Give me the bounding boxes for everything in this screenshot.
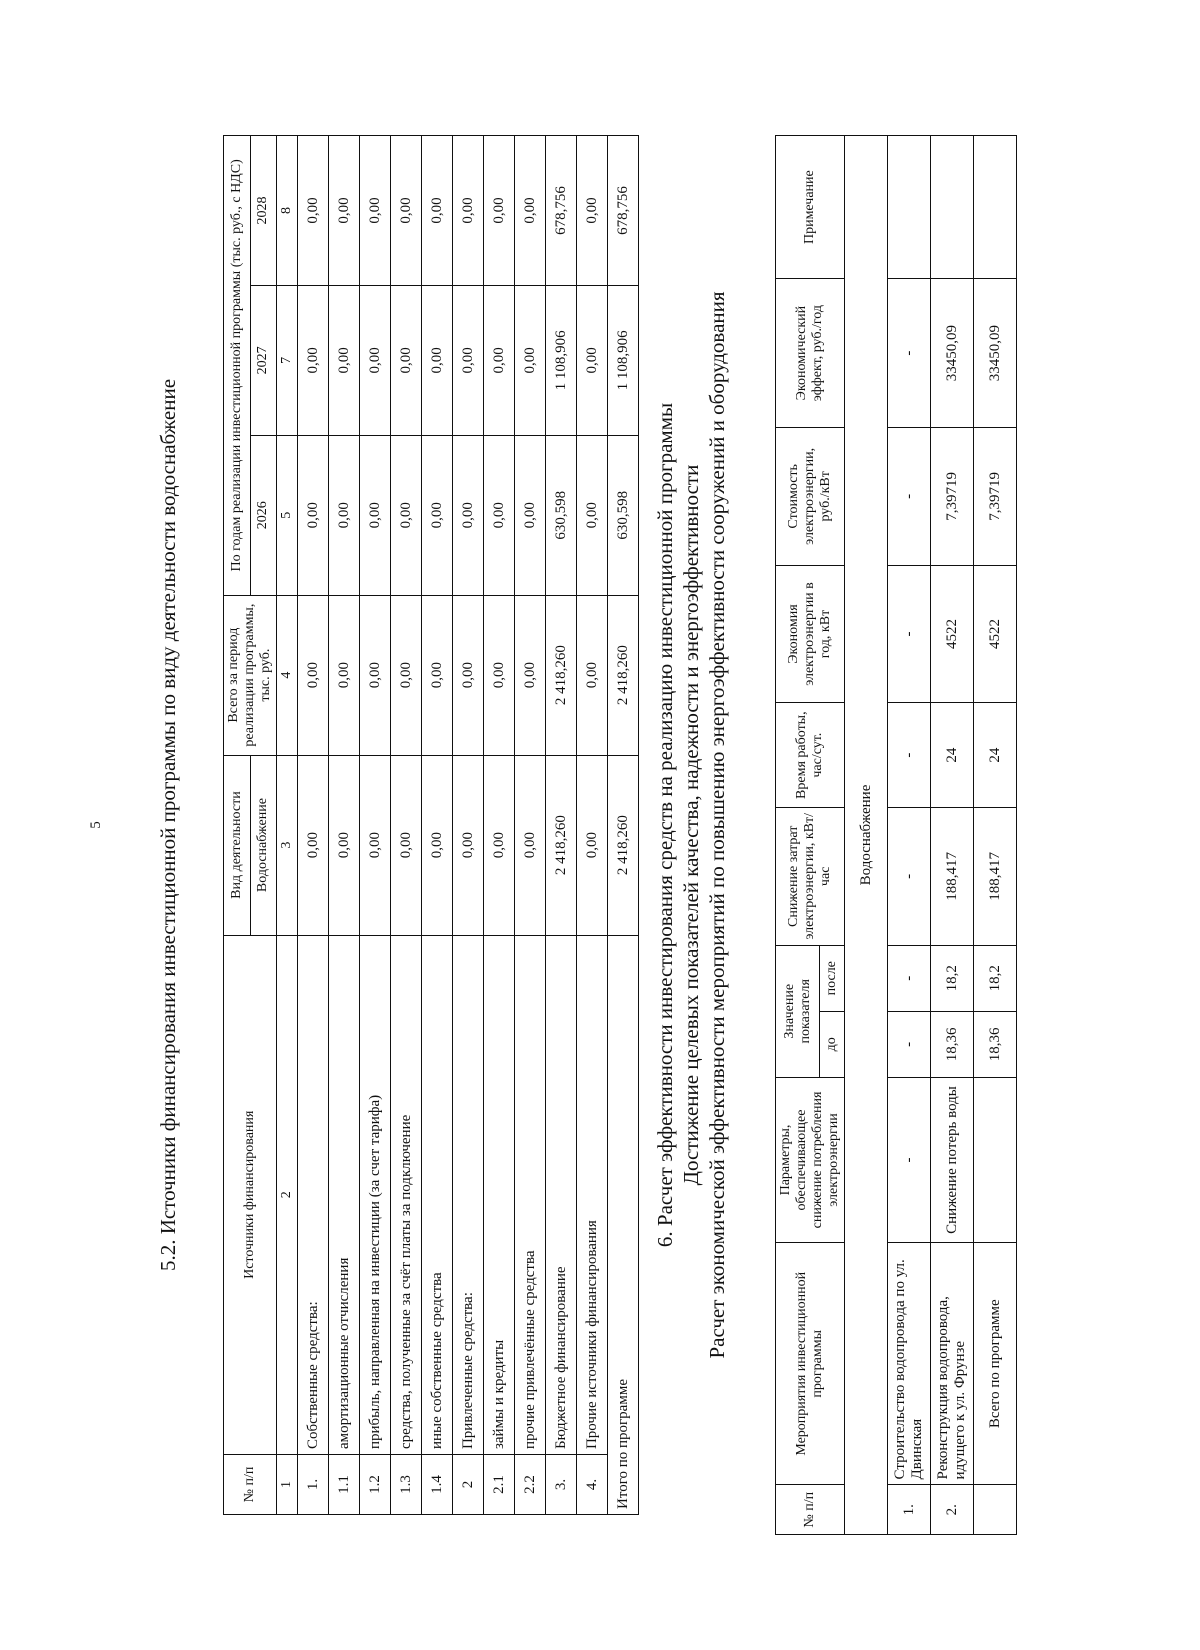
col-number: 4: [277, 595, 298, 755]
row-value: 0,00: [453, 285, 484, 435]
cell-reduction: 188,417: [931, 807, 974, 945]
row-value: 0,00: [453, 136, 484, 286]
row-value: 0,00: [298, 136, 329, 286]
row-value: 0,00: [453, 595, 484, 755]
col-number: 5: [277, 435, 298, 595]
row-value: 0,00: [298, 435, 329, 595]
header-total: Всего за период реализации программы, тыс. руб.: [224, 595, 277, 755]
row-value: 0,00: [298, 285, 329, 435]
cell-cost: -: [888, 427, 931, 565]
header-effect: Экономический эффект, руб./год: [776, 279, 845, 428]
table-row: [391, 136, 422, 1515]
cell-before: -: [888, 1011, 931, 1077]
header-year-2026: 2026: [250, 435, 277, 595]
header-params: Параметры, обеспечивающее снижение потребления электроэнергии: [776, 1077, 845, 1242]
row-value: 0,00: [422, 435, 453, 595]
table-row: [298, 136, 329, 1515]
table2-titles: [652, 45, 730, 1605]
cell-effect: 33450,09: [931, 279, 974, 428]
cell-measure: Реконструкция водопровода, идущего к ул. Фрунзе: [931, 1243, 974, 1485]
cell-num: 1.: [888, 1485, 931, 1535]
efficiency-table: [775, 135, 1017, 1535]
header-num: № п/п: [224, 1455, 277, 1515]
header-year-2027: 2027: [250, 285, 277, 435]
row-value: 0,00: [329, 595, 360, 755]
row-source-name: Привлеченные средства:: [453, 935, 484, 1455]
header-measure: Мероприятия инвестиционной программы: [776, 1243, 845, 1485]
total-effect: 33450,09: [974, 279, 1017, 428]
total-savings: 4522: [974, 565, 1017, 703]
row-value: 630,598: [546, 435, 577, 595]
total-reduction: 188,417: [974, 807, 1017, 945]
row-value: 0,00: [422, 136, 453, 286]
row-value: 0,00: [391, 595, 422, 755]
table-row: [453, 136, 484, 1515]
table-row: [329, 136, 360, 1515]
col-number: 3: [277, 755, 298, 935]
row-value: 0,00: [484, 285, 515, 435]
row-value: 0,00: [391, 755, 422, 935]
header-note: Примечание: [776, 136, 845, 279]
row-value: 1 108,906: [546, 285, 577, 435]
table-row: [484, 136, 515, 1515]
total-after: 18,2: [974, 945, 1017, 1011]
row-number: 1.2: [360, 1455, 391, 1515]
row-value: 2 418,260: [546, 595, 577, 755]
row-value: 0,00: [422, 595, 453, 755]
header-time: Время работы, час/сут.: [776, 703, 845, 808]
empty-cell: [974, 136, 1017, 279]
cell-after: -: [888, 945, 931, 1011]
row-value: 0,00: [360, 435, 391, 595]
header-value: Значение показателя: [776, 945, 820, 1077]
row-value: 0,00: [422, 285, 453, 435]
cell-savings: 4522: [931, 565, 974, 703]
row-number: 2.2: [515, 1455, 546, 1515]
cell-after: 18,2: [931, 945, 974, 1011]
cell-params: Снижение потерь воды: [931, 1077, 974, 1242]
row-value: 0,00: [360, 755, 391, 935]
table-row: [422, 136, 453, 1515]
table-row: [546, 136, 577, 1515]
total-before: 18,36: [974, 1011, 1017, 1077]
row-source-name: прибыль, направленная на инвестиции (за счет тарифа): [360, 935, 391, 1455]
col-number: 8: [277, 136, 298, 286]
table-row: [360, 136, 391, 1515]
row-value: 0,00: [422, 755, 453, 935]
row-value: 0,00: [515, 136, 546, 286]
cell-cost: 7,39719: [931, 427, 974, 565]
header-cost: Стоимость электроэнергии, руб./кВт: [776, 427, 845, 565]
cell-effect: -: [888, 279, 931, 428]
header-num: № п/п: [776, 1485, 845, 1535]
total-value: 630,598: [608, 435, 639, 595]
row-value: 0,00: [360, 136, 391, 286]
row-value: 0,00: [298, 595, 329, 755]
row-source-name: Прочие источники финансирования: [577, 935, 608, 1455]
row-value: 0,00: [453, 435, 484, 595]
total-label: Всего по программе: [974, 1243, 1017, 1485]
total-time: 24: [974, 703, 1017, 808]
row-value: 0,00: [515, 435, 546, 595]
cell-note: [931, 136, 974, 279]
row-value: 0,00: [329, 136, 360, 286]
page-number: 5: [88, 821, 104, 829]
cell-reduction: -: [888, 807, 931, 945]
row-number: 2: [453, 1455, 484, 1515]
row-number: 1.4: [422, 1455, 453, 1515]
cell-num: 2.: [931, 1485, 974, 1535]
empty-cell: [974, 1077, 1017, 1242]
row-value: 0,00: [329, 285, 360, 435]
header-year-2028: 2028: [250, 136, 277, 286]
header-by-years: По годам реализации инвестиционной программы (тыс. руб., с НДС): [224, 136, 251, 596]
row-value: 0,00: [484, 755, 515, 935]
cell-time: 24: [931, 703, 974, 808]
cell-params: -: [888, 1077, 931, 1242]
header-activity: Вид деятельности: [224, 755, 251, 935]
row-value: 0,00: [391, 136, 422, 286]
row-source-name: прочие привлечённые средства: [515, 935, 546, 1455]
financing-sources-table: [223, 135, 639, 1515]
row-value: 0,00: [329, 755, 360, 935]
row-value: 0,00: [577, 285, 608, 435]
row-number: 4.: [577, 1455, 608, 1515]
row-value: 0,00: [577, 755, 608, 935]
cell-measure: Строительство водопровода по ул. Двинская: [888, 1243, 931, 1485]
cell-note: [888, 136, 931, 279]
header-source: Источники финансирования: [224, 935, 277, 1455]
row-value: 0,00: [391, 285, 422, 435]
cell-before: 18,36: [931, 1011, 974, 1077]
header-after: после: [820, 945, 845, 1011]
row-source-name: иные собственные средства: [422, 935, 453, 1455]
row-value: 0,00: [515, 285, 546, 435]
row-value: 0,00: [329, 435, 360, 595]
row-number: 1.3: [391, 1455, 422, 1515]
rotated-page: [60, 45, 1140, 1605]
cell-time: -: [888, 703, 931, 808]
row-value: 0,00: [298, 755, 329, 935]
row-source-name: Бюджетное финансирование: [546, 935, 577, 1455]
section-label: Водоснабжение: [845, 136, 888, 1535]
row-value: 0,00: [577, 435, 608, 595]
row-number: 2.1: [484, 1455, 515, 1515]
col-number: 1: [277, 1455, 298, 1515]
row-value: 2 418,260: [546, 755, 577, 935]
total-value: 1 108,906: [608, 285, 639, 435]
header-savings: Экономия электроэнергии в год, кВт: [776, 565, 845, 703]
row-number: 1.1: [329, 1455, 360, 1515]
row-source-name: амортизационные отчисления: [329, 935, 360, 1455]
row-source-name: займы и кредиты: [484, 935, 515, 1455]
total-row: [608, 136, 639, 1515]
table1-title: 5.2. Источники финансирования инвестиционной программы по виду деятельности водоснабжение: [156, 378, 180, 1272]
total-cost: 7,39719: [974, 427, 1017, 565]
table-row: [515, 136, 546, 1515]
row-number: 1.: [298, 1455, 329, 1515]
row-value: 0,00: [515, 595, 546, 755]
total-label: Итого по программе: [608, 935, 639, 1514]
col-number: 2: [277, 935, 298, 1455]
header-activity-water: Водоснабжение: [250, 755, 277, 935]
row-value: 0,00: [577, 136, 608, 286]
table-row: [577, 136, 608, 1515]
table-row: [931, 136, 974, 1535]
row-value: 0,00: [577, 595, 608, 755]
section-title: 6. Расчет эффективности инвестирования средств на реализацию инвестиционной программы: [653, 402, 677, 1248]
header-reduction: Снижение затрат электроэнергии, кВт/час: [776, 807, 845, 945]
row-value: 0,00: [484, 595, 515, 755]
table-row: [888, 136, 931, 1535]
subsection-title: Расчет экономической эффективности мероприятий по повышению энергоэффективности сооружений и оборудования: [705, 291, 729, 1359]
row-source-name: средства, полученные за счёт платы за подключение: [391, 935, 422, 1455]
header-before: до: [820, 1011, 845, 1077]
row-value: 0,00: [391, 435, 422, 595]
row-value: 0,00: [360, 595, 391, 755]
row-value: 678,756: [546, 136, 577, 286]
total-value: 678,756: [608, 136, 639, 286]
row-value: 0,00: [484, 136, 515, 286]
row-value: 0,00: [360, 285, 391, 435]
subsection-title: Достижение целевых показателей качества, надежности и энергоэффективности: [679, 464, 703, 1186]
cell-savings: -: [888, 565, 931, 703]
row-number: 3.: [546, 1455, 577, 1515]
row-value: 0,00: [515, 755, 546, 935]
col-number: 7: [277, 285, 298, 435]
empty-cell: [974, 1485, 1017, 1535]
row-value: 0,00: [453, 755, 484, 935]
total-value: 2 418,260: [608, 755, 639, 935]
row-value: 0,00: [484, 435, 515, 595]
total-value: 2 418,260: [608, 595, 639, 755]
row-source-name: Собственные средства:: [298, 935, 329, 1455]
